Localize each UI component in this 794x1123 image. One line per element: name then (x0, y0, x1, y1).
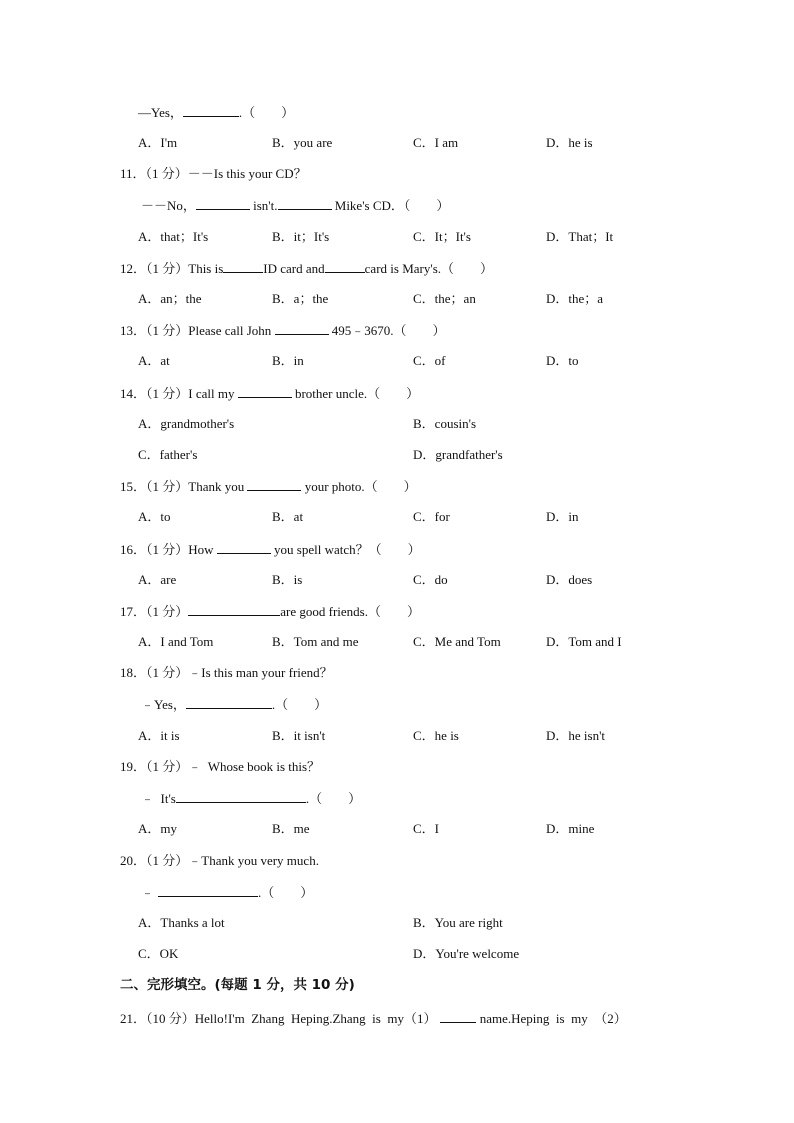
q11-option-c[interactable]: C．It；It's (413, 229, 471, 244)
q15-option-d[interactable]: D．in (546, 509, 579, 524)
q14-option-d[interactable]: D．grandfather's (413, 447, 503, 462)
q17-option-d[interactable]: D．Tom and I (546, 634, 622, 649)
q20-reply-b: .（ ） (258, 885, 314, 900)
q18-reply-b: .（ ） (271, 697, 328, 712)
q16-option-c[interactable]: C．do (413, 572, 448, 587)
q15-option-c[interactable]: C．for (413, 509, 450, 524)
q15-option-b[interactable]: B．at (272, 509, 304, 524)
q11-blank-2[interactable] (278, 197, 332, 210)
q15-stem-a: 15．（1 分）Thank you (120, 479, 248, 494)
q17-stem-b: are good friends.（ ） (280, 604, 420, 619)
q18-reply (141, 696, 327, 713)
q11-reply-c: Mike's CD．（ ） (331, 198, 450, 213)
q21-blank-1[interactable] (440, 1010, 476, 1023)
q11-option-a[interactable]: A．that；It's (138, 229, 209, 244)
q12-stem-a: 12．（1 分）This is (120, 261, 224, 276)
q11-option-b[interactable]: B．it；It's (272, 229, 330, 244)
q18-blank[interactable] (186, 696, 272, 709)
q11-reply (141, 197, 449, 214)
q11-reply-b: isn't. (249, 198, 278, 213)
q12-blank-2[interactable] (325, 260, 365, 273)
q18-option-b[interactable]: B．it isn't (272, 728, 326, 743)
q13-option-d[interactable]: D．to (546, 353, 579, 368)
q12-option-c[interactable]: C．the；an (413, 291, 476, 306)
q10-option-a[interactable]: A．I'm (138, 135, 178, 150)
q16-option-d[interactable]: D．does (546, 572, 593, 587)
q20-option-d[interactable]: D．You're welcome (413, 946, 520, 961)
q14-stem-b: brother uncle.（ ） (291, 386, 420, 401)
q13-blank[interactable] (275, 322, 329, 335)
q18-stem: 18．（1 分）﹣Is this man your friend？ (120, 665, 333, 680)
q12-stem-b: ID card and (263, 261, 325, 276)
q10-option-b[interactable]: B．you are (272, 135, 333, 150)
q18-option-a[interactable]: A．it is (138, 728, 180, 743)
q11-stem: 11．（1 分）－－Is this your CD？ (120, 166, 307, 181)
q19-option-c[interactable]: C．I (413, 821, 440, 836)
q19-reply (141, 790, 361, 807)
q19-stem: 19．（1 分）﹣ Whose book is this？ (120, 759, 321, 774)
q19-reply-a: ﹣ It's (141, 791, 176, 806)
q21-stem (120, 1010, 627, 1027)
q18-reply-a: ﹣Yes， (141, 697, 186, 712)
q14-option-c[interactable]: C．father's (138, 447, 198, 462)
q20-reply (141, 884, 313, 901)
q11-option-d[interactable]: D．That；It (546, 229, 614, 244)
q14-stem-a: 14．（1 分）I call my (120, 386, 238, 401)
q12-option-d[interactable]: D．the；a (546, 291, 604, 306)
q17-blank[interactable] (188, 603, 280, 616)
q17-stem-a: 17．（1 分） (120, 604, 189, 619)
q20-stem: 20．（1 分）﹣Thank you very much. (120, 853, 319, 868)
q12-stem-c: card is Mary's.（ ） (364, 261, 494, 276)
q17-stem (120, 603, 420, 620)
q12-option-b[interactable]: B．a；the (272, 291, 329, 306)
q11-blank-1[interactable] (196, 197, 250, 210)
q16-option-a[interactable]: A．are (138, 572, 177, 587)
q15-stem (120, 478, 417, 495)
q13-stem-a: 13．（1 分）Please call John (120, 323, 275, 338)
q19-reply-b: .（ ） (305, 791, 362, 806)
q20-reply-a: ﹣ (141, 885, 155, 900)
q18-option-d[interactable]: D．he isn't (546, 728, 606, 743)
q20-option-a[interactable]: A．Thanks a lot (138, 915, 225, 930)
q10-answer-prefix: —Yes， (138, 105, 183, 120)
q14-blank[interactable] (238, 385, 292, 398)
q13-option-c[interactable]: C．of (413, 353, 446, 368)
q10-answer-line (138, 104, 294, 121)
q11-reply-a: －－No， (141, 198, 196, 213)
q14-option-a[interactable]: A．grandmother's (138, 416, 235, 431)
q18-option-c[interactable]: C．he is (413, 728, 459, 743)
q15-option-a[interactable]: A．to (138, 509, 171, 524)
q17-option-c[interactable]: C．Me and Tom (413, 634, 501, 649)
q17-option-a[interactable]: A．I and Tom (138, 634, 214, 649)
q16-stem-a: 16．（1 分）How (120, 542, 217, 557)
q16-stem-b: you spell watch？（ ） (270, 542, 421, 557)
q19-option-a[interactable]: A．my (138, 821, 178, 836)
q12-stem (120, 260, 493, 277)
q13-option-b[interactable]: B．in (272, 353, 304, 368)
q20-option-b[interactable]: B．You are right (413, 915, 503, 930)
q19-blank[interactable] (176, 790, 306, 803)
q10-answer-suffix: .（ ） (238, 105, 295, 120)
q17-option-b[interactable]: B．Tom and me (272, 634, 359, 649)
q21-stem-a: 21．（10 分）Hello!I'm Zhang Heping.Zhang is my（1） (120, 1011, 437, 1026)
q19-option-d[interactable]: D．mine (546, 821, 595, 836)
q13-option-a[interactable]: A．at (138, 353, 170, 368)
q20-blank[interactable] (158, 884, 258, 897)
q10-option-c[interactable]: C．I am (413, 135, 459, 150)
q14-stem (120, 385, 419, 402)
q16-blank[interactable] (217, 541, 271, 554)
q10-option-d[interactable]: D．he is (546, 135, 593, 150)
q12-blank-1[interactable] (223, 260, 263, 273)
q12-option-a[interactable]: A．an；the (138, 291, 202, 306)
q10-blank[interactable] (183, 104, 239, 117)
q15-stem-b: your photo.（ ） (301, 479, 417, 494)
q13-stem (120, 322, 446, 339)
section-2-title: 二、完形填空。(每题 1 分，共 10 分) (120, 977, 355, 993)
q16-option-b[interactable]: B．is (272, 572, 303, 587)
q16-stem (120, 541, 421, 558)
q14-option-b[interactable]: B．cousin's (413, 416, 477, 431)
q21-stem-b: name.Heping is my （2） (476, 1011, 627, 1026)
q13-stem-b: 495﹣3670.（ ） (328, 323, 446, 338)
q19-option-b[interactable]: B．me (272, 821, 310, 836)
q20-option-c[interactable]: C．OK (138, 946, 179, 961)
q15-blank[interactable] (247, 478, 301, 491)
